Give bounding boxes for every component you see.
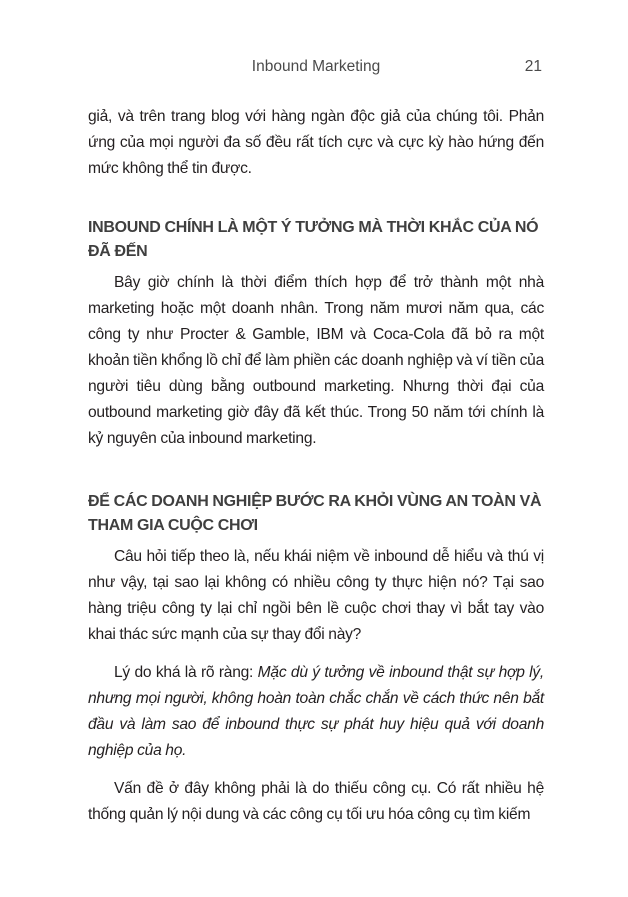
section-heading-businesses-join: ĐỂ CÁC DOANH NGHIỆP BƯỚC RA KHỎI VÙNG AN TOÀN VÀ THAM GIA CUỘC CHƠI xyxy=(88,493,542,534)
running-title: Inbound Marketing xyxy=(251,58,381,75)
section1-paragraph: Bây giờ chính là thời điểm thích hợp để trở thành một nhà marketing hoặc một doanh nhân. Trong năm mươi năm qua, các công ty như Procter & Gamble, IBM và Coca-Cola đã bỏ ra một khoản tiền khổng lồ chỉ để làm phiền các doanh nghiệp và ví tiền của người tiêu dùng bằng outbound marketing. Nhưng thời đại của outbound marketing giờ đây đã kết thúc. Trong 50 năm tới chính là kỷ nguyên của inbound marketing. xyxy=(88,274,544,447)
page-body xyxy=(88,104,544,828)
paragraph-lead-text: Lý do khá là rõ ràng: xyxy=(114,664,258,681)
intro-paragraph: giả, và trên trang blog với hàng ngàn độc giả của chúng tôi. Phản ứng của mọi người đa số đều rất tích cực và cực kỳ hào hứng đến mức không thể tin được. xyxy=(88,108,544,177)
running-header xyxy=(88,58,544,80)
section-heading-inbound-idea: INBOUND CHÍNH LÀ MỘT Ý TƯỞNG MÀ THỜI KHẮC CỦA NÓ ĐÃ ĐẾN xyxy=(88,219,539,260)
section2-paragraph-3: Vấn đề ở đây không phải là do thiếu công cụ. Có rất nhiều hệ thống quản lý nội dung và các công cụ tối ưu hóa công cụ tìm kiếm xyxy=(88,780,544,823)
page-number: 21 xyxy=(524,58,542,75)
section2-paragraph-2 xyxy=(88,660,544,764)
section2-paragraph-1: Câu hỏi tiếp theo là, nếu khái niệm về inbound dễ hiểu và thú vị như vậy, tại sao lại không có nhiều công ty thực hiện nó? Tại sao hàng triệu công ty lại chỉ ngồi bên lề cuộc chơi thay vì bắt tay vào khai thác sức mạnh của sự thay đổi này? xyxy=(88,548,544,643)
paragraph-italic-text: Mặc dù ý tưởng về inbound thật sự hợp lý, nhưng mọi người, không hoàn toàn chắc chắn về cách thức nên bắt đầu và làm sao để inbound thực sự phát huy hiệu quả với doanh nghiệp của họ. xyxy=(88,664,544,759)
